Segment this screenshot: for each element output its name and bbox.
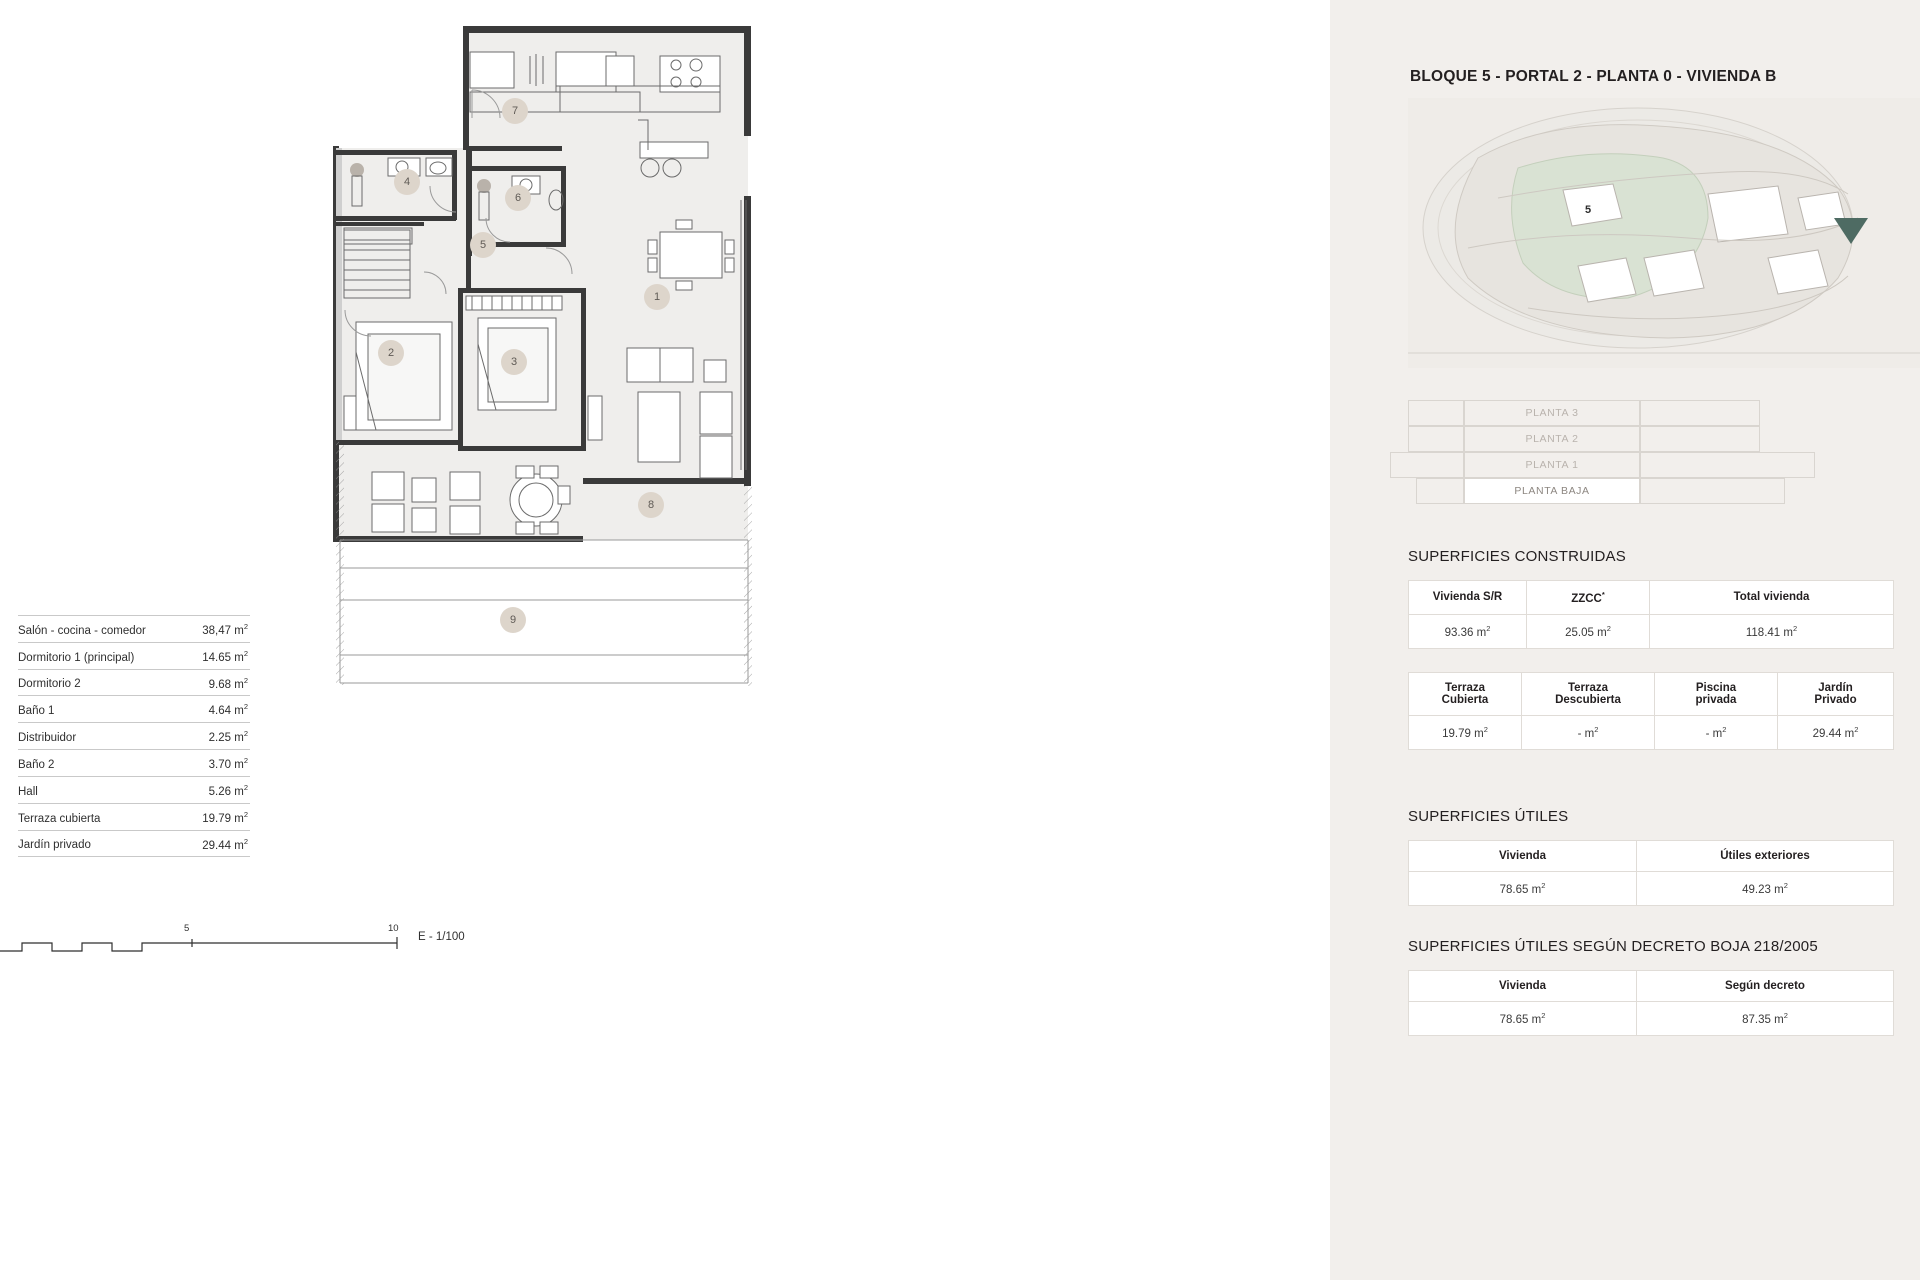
floor-cell bbox=[1640, 426, 1760, 452]
legend-room-name: Hall bbox=[18, 785, 38, 798]
room-tag: 3 bbox=[501, 349, 527, 375]
legend-room-name: Jardín privado bbox=[18, 839, 91, 852]
legend-room-name: Baño 2 bbox=[18, 758, 55, 771]
legend-row bbox=[18, 696, 250, 723]
table-superficies-construidas-2 bbox=[1408, 672, 1894, 750]
table-superficies-decreto bbox=[1408, 970, 1894, 1036]
legend-room-area: 9.68 $m^2$ bbox=[208, 675, 248, 691]
th-piscina-privada: Piscina privada bbox=[1655, 673, 1778, 716]
legend-room-area: 14.65 $m^2$ bbox=[202, 648, 248, 664]
legend-row bbox=[18, 750, 250, 777]
legend-row bbox=[18, 670, 250, 697]
td-utiles-exteriores: 49.23 $m^2$ bbox=[1637, 872, 1894, 906]
table-header-row bbox=[1409, 971, 1894, 1002]
floor-cell bbox=[1408, 400, 1464, 426]
td-terraza-descubierta: - $m^2$ bbox=[1522, 716, 1655, 750]
legend-row bbox=[18, 615, 250, 643]
th-jardin-privado: Jardín Privado bbox=[1778, 673, 1894, 716]
floor-cell bbox=[1408, 426, 1464, 452]
info-panel bbox=[1330, 0, 1920, 1280]
floor-row-planta-2[interactable] bbox=[1464, 426, 1640, 452]
td-terraza-cubierta: 19.79 $m^2$ bbox=[1409, 716, 1522, 750]
legend-room-name: Baño 1 bbox=[18, 705, 55, 718]
th-vivienda-decreto: Vivienda bbox=[1409, 971, 1637, 1002]
room-tag: 9 bbox=[500, 607, 526, 633]
legend-room-name: Dormitorio 1 (principal) bbox=[18, 651, 135, 664]
north-arrow-icon bbox=[1830, 210, 1872, 252]
td-zzcc: 25.05 $m^2$ bbox=[1527, 614, 1650, 648]
floor-label: PLANTA 3 bbox=[1525, 407, 1579, 419]
th-terraza-cubierta: Terraza Cubierta bbox=[1409, 673, 1522, 716]
table-header-row bbox=[1409, 841, 1894, 872]
table-superficies-utiles bbox=[1408, 840, 1894, 906]
map-block-badge: 5 bbox=[1578, 200, 1598, 220]
legend-room-area: 38,47 $m^2$ bbox=[202, 622, 248, 637]
scale-label: E - 1/100 bbox=[418, 931, 465, 943]
scale-tick-10: 10 bbox=[388, 923, 399, 934]
th-utiles-exteriores: Útiles exteriores bbox=[1637, 841, 1894, 872]
floor-cell bbox=[1390, 452, 1464, 478]
legend-room-area: 2.25 $m^2$ bbox=[208, 729, 248, 745]
floor-cell bbox=[1640, 452, 1815, 478]
scale-bar bbox=[0, 915, 472, 965]
floor-cell bbox=[1640, 478, 1785, 504]
room-tag: 4 bbox=[394, 169, 420, 195]
legend-room-area: 29.44 $m^2$ bbox=[202, 836, 248, 852]
room-tag: 1 bbox=[644, 284, 670, 310]
legend-room-area: 5.26 $m^2$ bbox=[208, 782, 248, 798]
td-jardin-privado: 29.44 $m^2$ bbox=[1778, 716, 1894, 750]
legend-row bbox=[18, 831, 250, 858]
legend-row bbox=[18, 723, 250, 750]
table-row bbox=[1409, 614, 1894, 648]
floor-label: PLANTA 1 bbox=[1525, 459, 1579, 471]
section-title-utiles: SUPERFICIES ÚTILES bbox=[1408, 808, 1569, 825]
floor-row-planta-3[interactable] bbox=[1464, 400, 1640, 426]
floor-label: PLANTA 2 bbox=[1525, 433, 1579, 445]
room-tag: 2 bbox=[378, 340, 404, 366]
th-segun-decreto: Según decreto bbox=[1637, 971, 1894, 1002]
room-tag: 8 bbox=[638, 492, 664, 518]
th-terraza-descubierta: Terraza Descubierta bbox=[1522, 673, 1655, 716]
table-row bbox=[1409, 716, 1894, 750]
table-superficies-construidas-1 bbox=[1408, 580, 1894, 649]
section-title-decreto: SUPERFICIES ÚTILES SEGÚN DECRETO BOJA 218/2005 bbox=[1408, 938, 1818, 955]
th-vivienda: Vivienda bbox=[1409, 841, 1637, 872]
legend-room-name: Distribuidor bbox=[18, 732, 77, 745]
td-vivienda: 78.65 $m^2$ bbox=[1409, 872, 1637, 906]
floor-cell bbox=[1416, 478, 1464, 504]
room-tag: 5 bbox=[470, 232, 496, 258]
th-zzcc: ZZCC* bbox=[1527, 581, 1650, 615]
legend-room-name: Dormitorio 2 bbox=[18, 678, 81, 691]
table-header-row bbox=[1409, 673, 1894, 716]
th-total-vivienda: Total vivienda bbox=[1650, 581, 1894, 615]
table-row bbox=[1409, 872, 1894, 906]
room-legend-table bbox=[18, 615, 250, 857]
floor-selector-diagram bbox=[1408, 400, 1920, 520]
legend-room-name: Salón - cocina - comedor bbox=[18, 624, 146, 637]
td-piscina-privada: - $m^2$ bbox=[1655, 716, 1778, 750]
legend-room-area: 4.64 $m^2$ bbox=[208, 702, 248, 718]
unit-title: BLOQUE 5 - PORTAL 2 - PLANTA 0 - VIVIENDA B bbox=[1410, 68, 1777, 85]
room-tag: 6 bbox=[505, 185, 531, 211]
th-vivienda-sr: Vivienda S/R bbox=[1409, 581, 1527, 615]
td-vivienda-decreto: 78.65 $m^2$ bbox=[1409, 1002, 1637, 1036]
floor-label: PLANTA BAJA bbox=[1514, 485, 1590, 497]
legend-room-name: Terraza cubierta bbox=[18, 812, 101, 825]
floor-row-planta-baja[interactable] bbox=[1464, 478, 1640, 504]
legend-room-area: 3.70 $m^2$ bbox=[208, 756, 248, 771]
td-vivienda-sr: 93.36 $m^2$ bbox=[1409, 614, 1527, 648]
legend-room-area: 19.79 $m^2$ bbox=[202, 809, 248, 825]
td-segun-decreto: 87.35 $m^2$ bbox=[1637, 1002, 1894, 1036]
section-title-construidas: SUPERFICIES CONSTRUIDAS bbox=[1408, 548, 1626, 565]
legend-row bbox=[18, 777, 250, 804]
floor-cell bbox=[1640, 400, 1760, 426]
legend-row bbox=[18, 804, 250, 831]
legend-row bbox=[18, 643, 250, 670]
floor-row-planta-1[interactable] bbox=[1464, 452, 1640, 478]
table-row bbox=[1409, 1002, 1894, 1036]
room-tag: 7 bbox=[502, 98, 528, 124]
scale-tick-5: 5 bbox=[184, 923, 190, 934]
table-header-row bbox=[1409, 581, 1894, 615]
td-total-vivienda: 118.41 $m^2$ bbox=[1650, 614, 1894, 648]
